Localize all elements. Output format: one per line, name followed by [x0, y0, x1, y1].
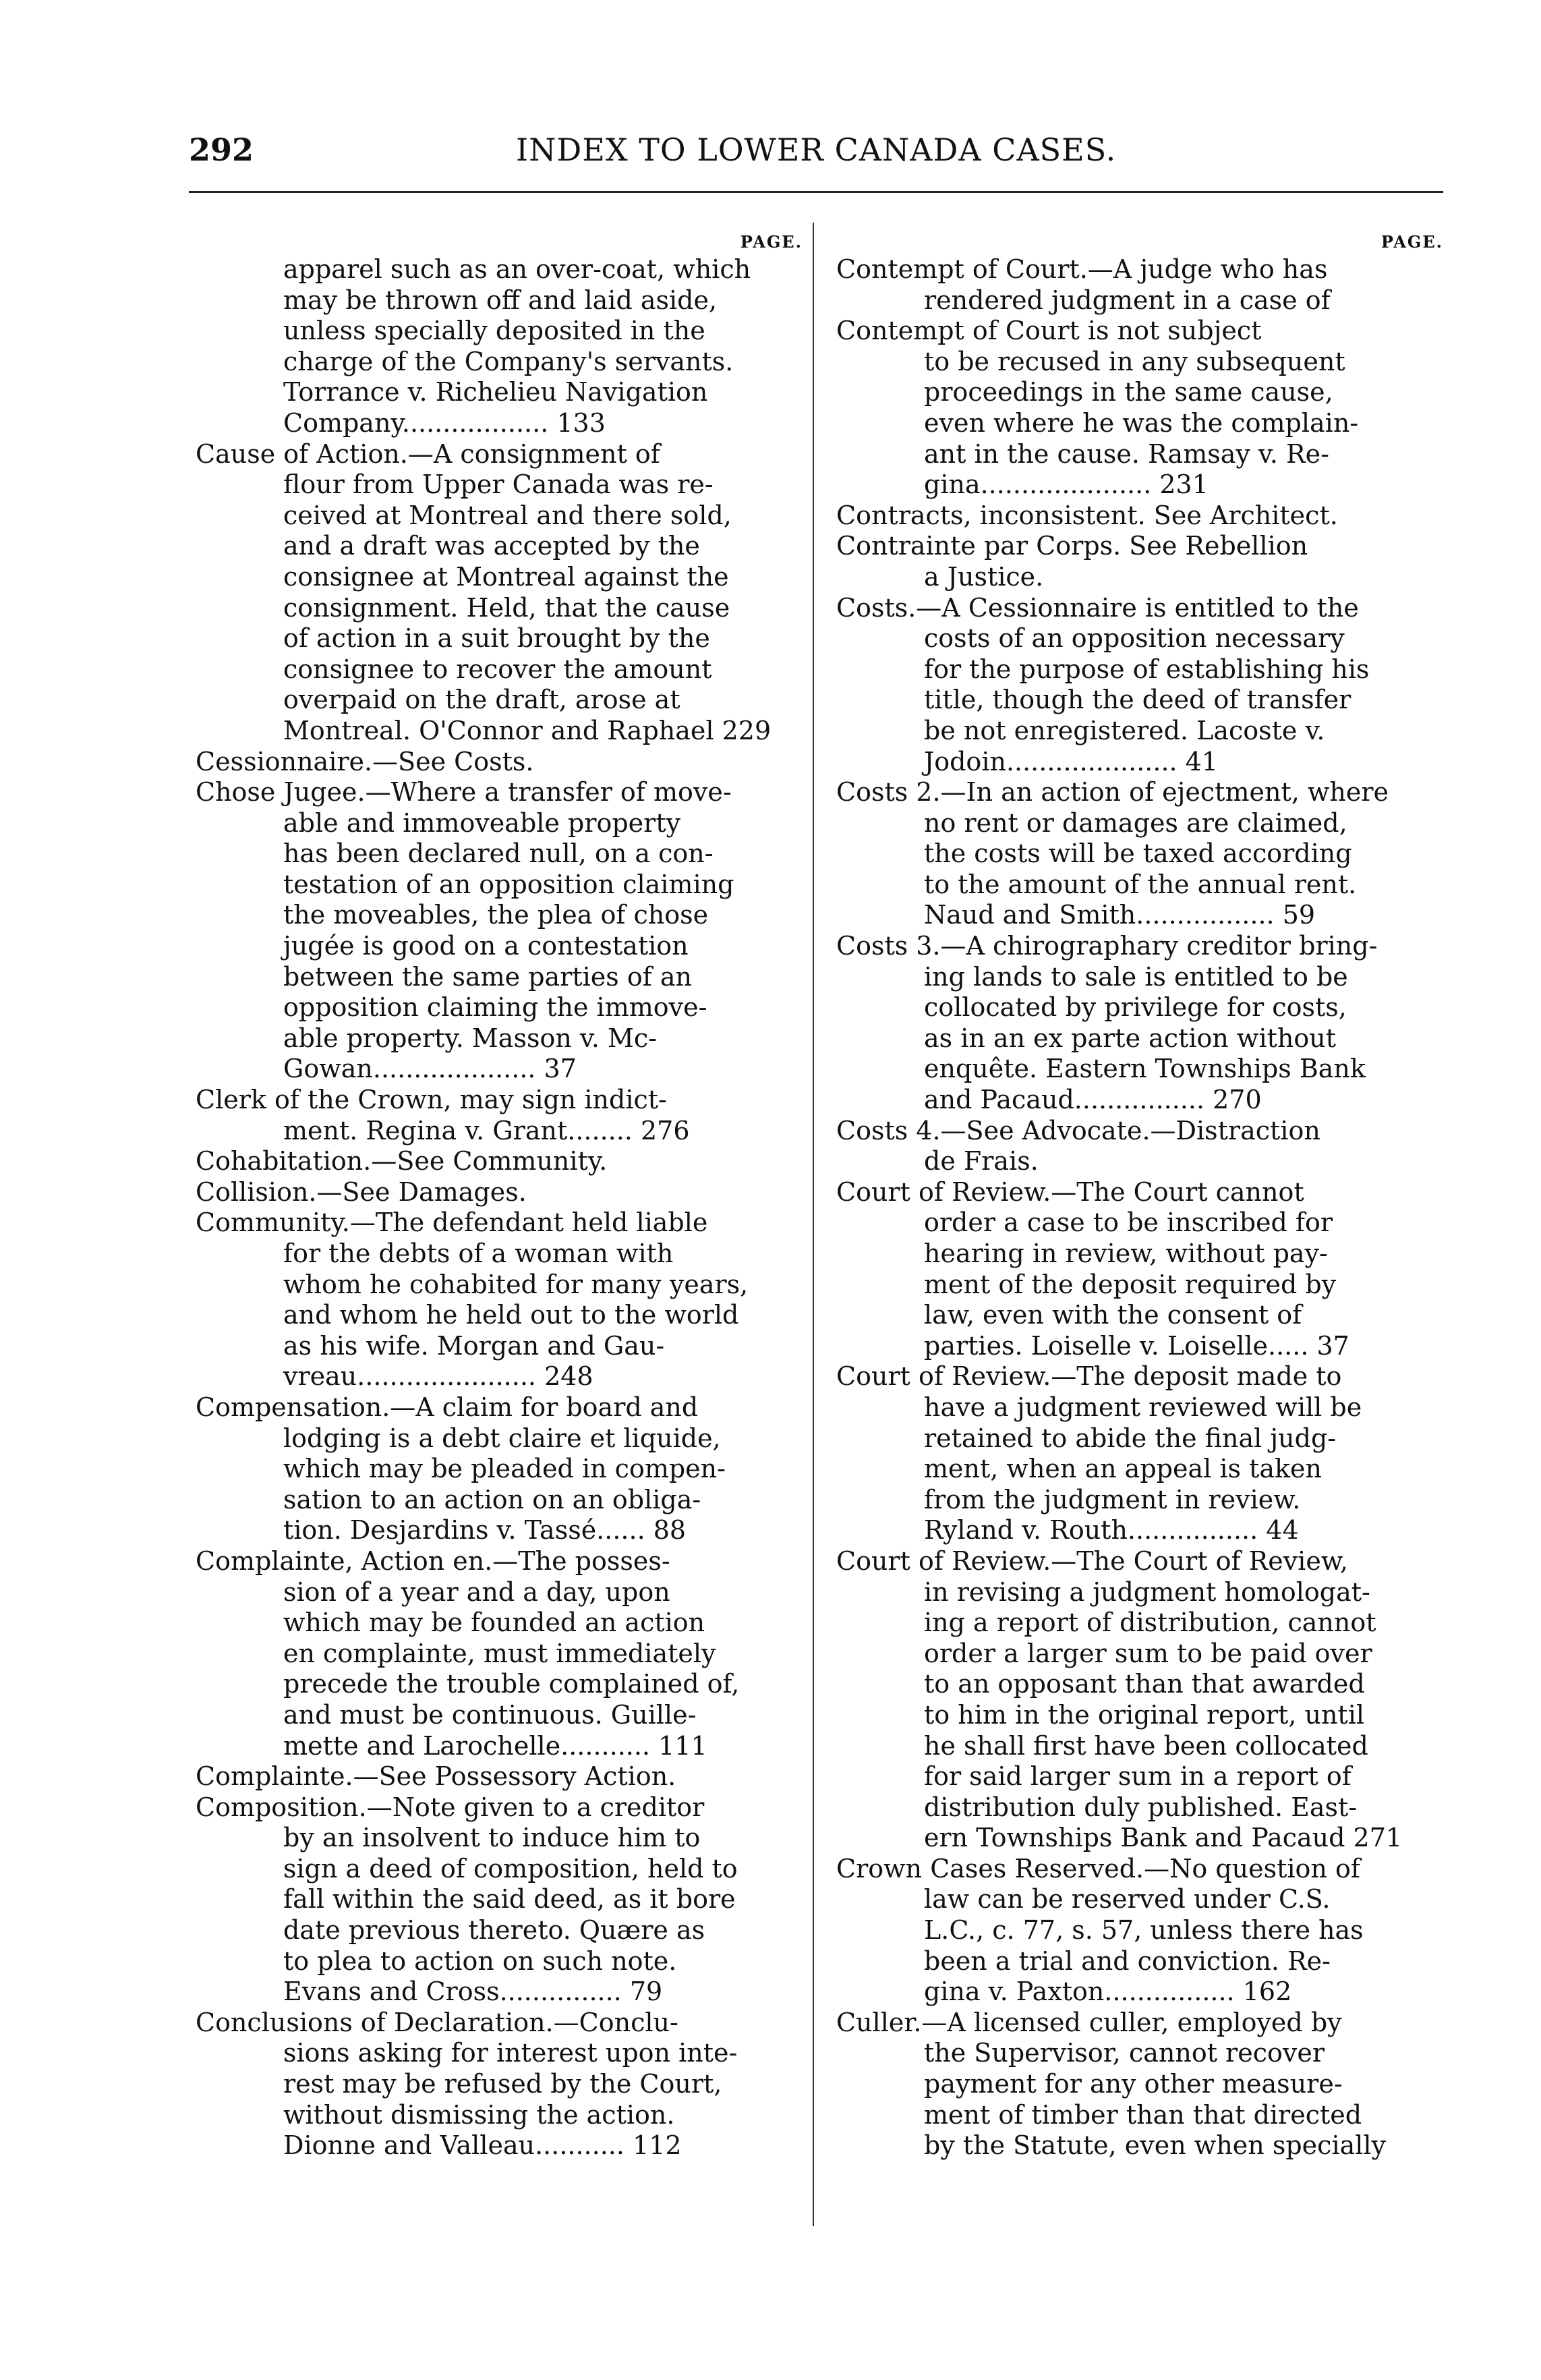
left-column: [196, 233, 803, 2161]
index-line: and Pacaud................ 270: [924, 1085, 1262, 1115]
index-line: testation of an opposition claiming: [283, 869, 734, 899]
index-line: he shall first have been collocated: [924, 1730, 1368, 1761]
index-headword-line: Court of Review.—The Court of Review,: [836, 1546, 1348, 1576]
index-line: law, even with the consent of: [924, 1300, 1302, 1330]
index-line: opposition claiming the immove-: [283, 992, 707, 1023]
index-headword-line: Composition.—Note given to a creditor: [196, 1792, 705, 1822]
index-line: ern Townships Bank and Pacaud 271: [924, 1823, 1403, 1853]
index-headword-line: Court of Review.—The Court cannot: [836, 1177, 1304, 1207]
index-headword-line: Contracts, inconsistent. See Architect.: [836, 500, 1338, 530]
index-line: and must be continuous. Guille-: [283, 1699, 697, 1730]
index-line: charge of the Company's servants.: [283, 346, 734, 376]
index-line: to him in the original report, until: [924, 1699, 1364, 1730]
index-line: a Justice.: [924, 561, 1044, 592]
index-line: have a judgment reviewed will be: [924, 1392, 1362, 1422]
index-line: to plea to action on such note.: [283, 1946, 677, 1976]
index-line: collocated by privilege for costs,: [924, 992, 1347, 1023]
index-headword-line: Costs 2.—In an action of ejectment, where: [836, 777, 1389, 808]
index-line: sion of a year and a day, upon: [283, 1577, 670, 1607]
running-title: INDEX TO LOWER CANADA CASES.: [516, 132, 1117, 168]
index-line: ment, when an appeal is taken: [924, 1454, 1322, 1484]
index-headword-line: Culler.—A licensed culler, employed by: [836, 2007, 1342, 2037]
index-line: fall within the said deed, as it bore: [283, 1884, 736, 1915]
left-page-heading: PAGE.: [740, 232, 803, 252]
index-line: Jodoin..................... 41: [924, 746, 1219, 776]
index-line: gina..................... 231: [924, 470, 1209, 500]
index-line: whom he cohabited for many years,: [283, 1269, 749, 1299]
index-line: L.C., c. 77, s. 57, unless there has: [924, 1915, 1364, 1946]
index-headword-line: Clerk of the Crown, may sign indict-: [196, 1085, 667, 1115]
index-line: and a draft was accepted by the: [283, 531, 700, 561]
left-entries: [196, 254, 803, 2161]
index-line: consignee to recover the amount: [283, 654, 712, 684]
index-line: jugée is good on a contestation: [283, 931, 689, 961]
index-line: as in an ex parte action without: [924, 1023, 1336, 1053]
index-line: order a case to be inscribed for: [924, 1208, 1333, 1238]
index-line: order a larger sum to be paid over: [924, 1638, 1372, 1668]
header-rule: [189, 191, 1443, 193]
index-line: proceedings in the same cause,: [924, 377, 1333, 407]
index-line: for said larger sum in a report of: [924, 1761, 1351, 1792]
index-line: hearing in review, without pay-: [924, 1239, 1328, 1268]
index-line: to be recused in any subsequent: [924, 346, 1345, 376]
index-line: Naud and Smith................. 59: [924, 900, 1316, 930]
index-line: Gowan.................... 37: [283, 1054, 577, 1084]
right-column: [836, 233, 1443, 2161]
index-line: by an insolvent to induce him to: [283, 1823, 701, 1853]
index-headword-line: Complainte, Action en.—The posses-: [196, 1546, 670, 1576]
index-line: may be thrown off and laid aside,: [283, 285, 718, 315]
index-headword-line: Conclusions of Declaration.—Conclu-: [196, 2007, 678, 2037]
index-line: to an opposant than that awarded: [924, 1669, 1365, 1699]
index-line: be not enregistered. Lacoste v.: [924, 715, 1325, 745]
index-headword-line: Court of Review.—The deposit made to: [836, 1361, 1342, 1392]
index-line: which may be pleaded in compen-: [283, 1454, 726, 1484]
index-line: vreau...................... 248: [283, 1361, 593, 1392]
index-line: sation to an action on an obliga-: [283, 1484, 701, 1514]
index-line: no rent or damages are claimed,: [924, 808, 1347, 838]
index-line: law can be reserved under C.S.: [924, 1884, 1331, 1915]
index-line: to the amount of the annual rent.: [924, 869, 1357, 899]
index-line: en complainte, must immediately: [283, 1638, 716, 1668]
index-headword-line: Compensation.—A claim for board and: [196, 1392, 699, 1422]
index-line: apparel such as an over-coat, which: [283, 254, 751, 284]
index-line: has been declared null, on a con-: [283, 839, 714, 869]
index-line: ment. Regina v. Grant........ 276: [283, 1115, 690, 1145]
index-headword-line: Collision.—See Damages.: [196, 1177, 527, 1207]
index-headword-line: Crown Cases Reserved.—No question of: [836, 1853, 1360, 1883]
index-line: Montreal. O'Connor and Raphael 229: [283, 715, 772, 745]
index-line: payment for any other measure-: [924, 2069, 1343, 2099]
index-line: lodging is a debt claire et liquide,: [283, 1423, 721, 1453]
index-line: parties. Loiselle v. Loiselle..... 37: [924, 1330, 1349, 1361]
index-line: enquête. Eastern Townships Bank: [924, 1054, 1366, 1084]
index-headword-line: Cessionnaire.—See Costs.: [196, 746, 534, 776]
index-line: rest may be refused by the Court,: [283, 2069, 722, 2099]
index-line: sions asking for interest upon inte-: [283, 2038, 738, 2068]
index-line: from the judgment in review.: [924, 1484, 1301, 1514]
index-line: consignee at Montreal against the: [283, 561, 729, 592]
index-headword-line: Costs.—A Cessionnaire is entitled to the: [836, 592, 1359, 623]
index-line: between the same parties of an: [283, 961, 692, 992]
index-headword-line: Cause of Action.—A consignment of: [196, 438, 660, 469]
index-line: been a trial and conviction. Re-: [924, 1946, 1331, 1976]
index-line: sign a deed of composition, held to: [283, 1853, 738, 1883]
index-line: ceived at Montreal and there sold,: [283, 500, 732, 530]
right-page-heading: PAGE.: [1380, 232, 1443, 252]
index-line: the costs will be taxed according: [924, 839, 1352, 869]
index-headword-line: Contrainte par Corps. See Rebellion: [836, 531, 1308, 561]
index-line: consignment. Held, that the cause: [283, 592, 730, 623]
index-line: as his wife. Morgan and Gau-: [283, 1330, 665, 1361]
index-line: for the debts of a woman with: [283, 1239, 674, 1268]
index-line: in revising a judgment homologat-: [924, 1577, 1370, 1607]
index-line: tion. Desjardins v. Tassé...... 88: [283, 1515, 687, 1546]
index-headword-line: Contempt of Court.—A judge who has: [836, 254, 1328, 284]
page-number: 292: [189, 132, 254, 168]
index-headword-line: Chose Jugee.—Where a transfer of move-: [196, 777, 732, 808]
index-line: able property. Masson v. Mc-: [283, 1023, 658, 1053]
index-line: which may be founded an action: [283, 1608, 705, 1638]
index-line: de Frais.: [924, 1146, 1039, 1177]
index-line: ing a report of distribution, cannot: [924, 1608, 1376, 1638]
index-headword-line: Costs 3.—A chirographary creditor bring-: [836, 931, 1378, 961]
index-line: Company.................. 133: [283, 407, 606, 438]
index-line: precede the trouble complained of,: [283, 1669, 740, 1699]
index-headword-line: Community.—The defendant held liable: [196, 1208, 708, 1238]
index-line: flour from Upper Canada was re-: [283, 470, 714, 500]
page-header: [185, 132, 1447, 179]
index-headword-line: Complainte.—See Possessory Action.: [196, 1761, 676, 1792]
index-headword-line: Costs 4.—See Advocate.—Distraction: [836, 1115, 1320, 1145]
index-line: the moveables, the plea of chose: [283, 900, 709, 930]
index-line: Ryland v. Routh................ 44: [924, 1515, 1299, 1546]
index-headword-line: Contempt of Court is not subject: [836, 316, 1262, 346]
index-line: title, though the deed of transfer: [924, 685, 1351, 715]
index-line: date previous thereto. Quære as: [283, 1915, 705, 1946]
index-line: without dismissing the action.: [283, 2099, 675, 2130]
index-line: the Supervisor, cannot recover: [924, 2038, 1325, 2068]
index-line: Evans and Cross............... 79: [283, 1977, 663, 2007]
index-line: by the Statute, even when specially: [924, 2130, 1387, 2161]
index-line: costs of an opposition necessary: [924, 623, 1345, 654]
index-line: rendered judgment in a case of: [924, 285, 1331, 315]
index-headword-line: Cohabitation.—See Community.: [196, 1146, 608, 1177]
right-entries: [836, 254, 1443, 2161]
index-line: even where he was the complain-: [924, 407, 1359, 438]
column-divider: [813, 223, 814, 2226]
index-line: retained to abide the final judg-: [924, 1423, 1337, 1453]
index-line: distribution duly published. East-: [924, 1792, 1358, 1822]
index-line: ing lands to sale is entitled to be: [924, 961, 1348, 992]
index-line: gina v. Paxton................ 162: [924, 1977, 1292, 2007]
index-line: Torrance v. Richelieu Navigation: [283, 377, 708, 407]
index-line: and whom he held out to the world: [283, 1300, 739, 1330]
index-line: overpaid on the draft, arose at: [283, 685, 680, 715]
index-line: of action in a suit brought by the: [283, 623, 710, 654]
index-line: for the purpose of establishing his: [924, 654, 1370, 684]
index-line: ant in the cause. Ramsay v. Re-: [924, 438, 1329, 469]
index-line: Dionne and Valleau........... 112: [283, 2130, 682, 2161]
index-line: unless specially deposited in the: [283, 316, 705, 346]
index-line: mette and Larochelle........... 111: [283, 1730, 707, 1761]
index-line: ment of the deposit required by: [924, 1269, 1337, 1299]
index-line: ment of timber than that directed: [924, 2099, 1362, 2130]
index-line: able and immoveable property: [283, 808, 681, 838]
